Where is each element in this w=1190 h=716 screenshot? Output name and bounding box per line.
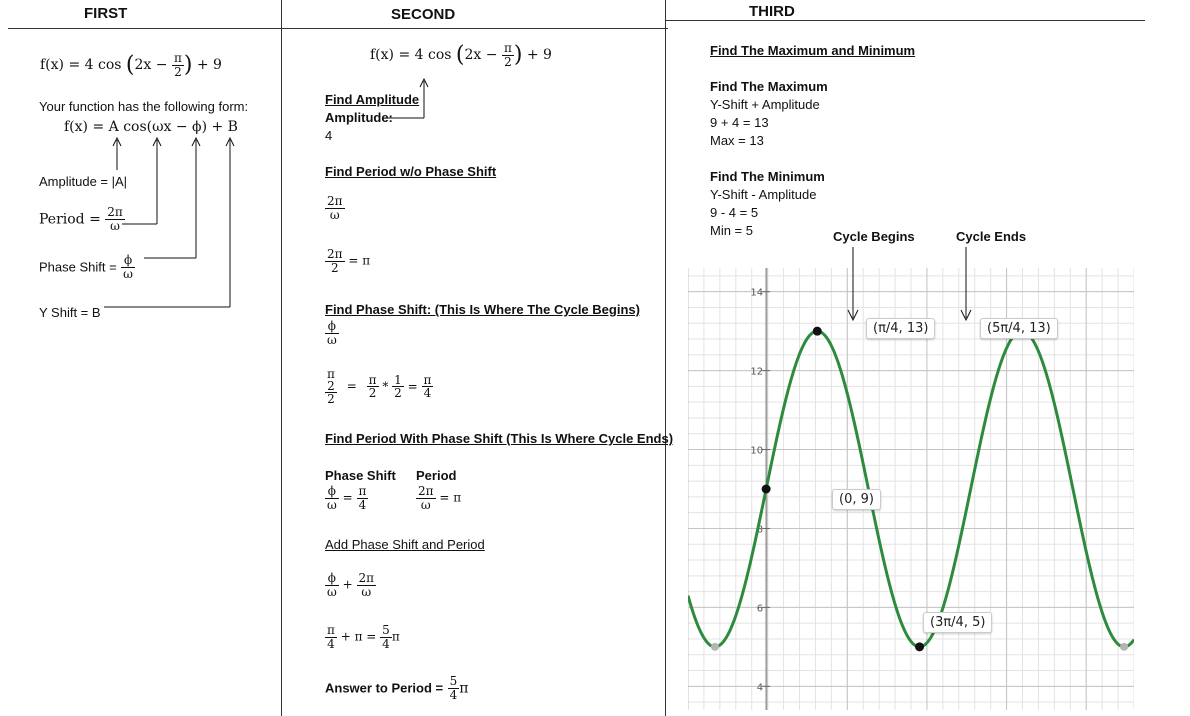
find-min: Find The Minimum xyxy=(710,169,825,184)
max-calc: 9 + 4 = 13 xyxy=(710,115,769,130)
amplitude-value: 4 xyxy=(325,128,333,143)
point-label-3pi-4: (3π/4, 5) xyxy=(923,612,992,633)
point-label-5pi-4: (5π/4, 13) xyxy=(980,318,1058,339)
point-label-origin: (0, 9) xyxy=(832,489,881,510)
general-form: f(x) = A cos(ωx − ϕ) + B xyxy=(64,119,238,135)
period-expr-2: $\frac{2\pi}{2}$ = π xyxy=(327,247,371,275)
find-maxmin: Find The Maximum and Minimum xyxy=(710,43,916,58)
y-tick-label: 6 xyxy=(756,603,764,615)
header-first: FIRST xyxy=(84,5,128,22)
cycle-arrows xyxy=(0,0,1190,330)
key-point xyxy=(762,485,771,494)
find-period-with: Find Period With Phase Shift (This Is Where Cycle Ends) xyxy=(325,431,674,446)
amplitude-label: Amplitude: xyxy=(325,110,393,125)
find-amplitude: Find Amplitude xyxy=(325,92,420,107)
phase-def: Phase Shift = $\frac{\phi}{\omega}$ xyxy=(39,253,133,281)
header-second: SECOND xyxy=(391,6,456,23)
period-with-expr: $\frac{2\pi}{\omega}$ = π xyxy=(418,484,462,512)
add-expr-2: $\frac{\pi}{4}$ + π = $\frac{5}{4}$ π xyxy=(327,623,400,651)
phase-expr-2: π 2 2 = $\frac{\pi}{2}$ * $\frac{1}{2}$ = $\frac{\pi}{4}$ xyxy=(327,367,432,406)
y-tick-label: 8 xyxy=(756,524,764,536)
extremum-marker xyxy=(1120,643,1128,651)
min-calc: 9 - 4 = 5 xyxy=(710,205,759,220)
cycle-begins-label: Cycle Begins xyxy=(833,229,915,244)
max-formula: Y-Shift + Amplitude xyxy=(710,97,820,112)
cycle-ends-label: Cycle Ends xyxy=(956,229,1027,244)
extremum-marker xyxy=(711,643,719,651)
amplitude-def: Amplitude = |A| xyxy=(39,174,128,189)
header-third: THIRD xyxy=(749,3,795,20)
phase-shift-expr: $\frac{\phi}{\omega}$ = $\frac{\pi}{4}$ xyxy=(327,484,367,512)
first-equation: f(x) = 4 cos (2x − $\frac{\pi}{2}$ ) + 9 xyxy=(40,51,222,79)
min-result: Min = 5 xyxy=(710,223,753,238)
phase-expr-1: $\frac{\phi}{\omega}$ xyxy=(327,319,337,347)
find-period-wo: Find Period w/o Phase Shift xyxy=(325,164,497,179)
max-result: Max = 13 xyxy=(710,133,764,148)
key-point xyxy=(915,642,924,651)
find-phase-shift: Find Phase Shift: (This Is Where The Cycle Begins) xyxy=(325,302,640,317)
add-phase-period: Add Phase Shift and Period xyxy=(325,537,485,552)
second-equation: f(x) = 4 cos (2x − $\frac{\pi}{2}$ ) + 9 xyxy=(370,41,552,69)
period-label-2: Period xyxy=(416,468,457,483)
yshift-def: Y Shift = B xyxy=(39,305,101,320)
find-max: Find The Maximum xyxy=(710,79,828,94)
y-tick-label: 4 xyxy=(756,682,764,694)
min-formula: Y-Shift - Amplitude xyxy=(710,187,817,202)
y-tick-label: 14 xyxy=(750,287,764,299)
y-tick-label: 10 xyxy=(750,445,764,457)
add-expr-1: $\frac{\phi}{\omega}$ + $\frac{2\pi}{\omega}$ xyxy=(327,571,375,599)
y-tick-label: 12 xyxy=(750,366,764,378)
period-def: Period = $\frac{2\pi}{\omega}$ xyxy=(39,205,123,233)
form-intro: Your function has the following form: xyxy=(39,99,249,114)
point-label-pi-4: (π/4, 13) xyxy=(866,318,935,339)
answer-period: Answer to Period = $\frac{5}{4}$ π xyxy=(325,674,469,702)
phase-shift-label: Phase Shift xyxy=(325,468,396,483)
period-expr-1: $\frac{2\pi}{\omega}$ xyxy=(327,194,343,222)
